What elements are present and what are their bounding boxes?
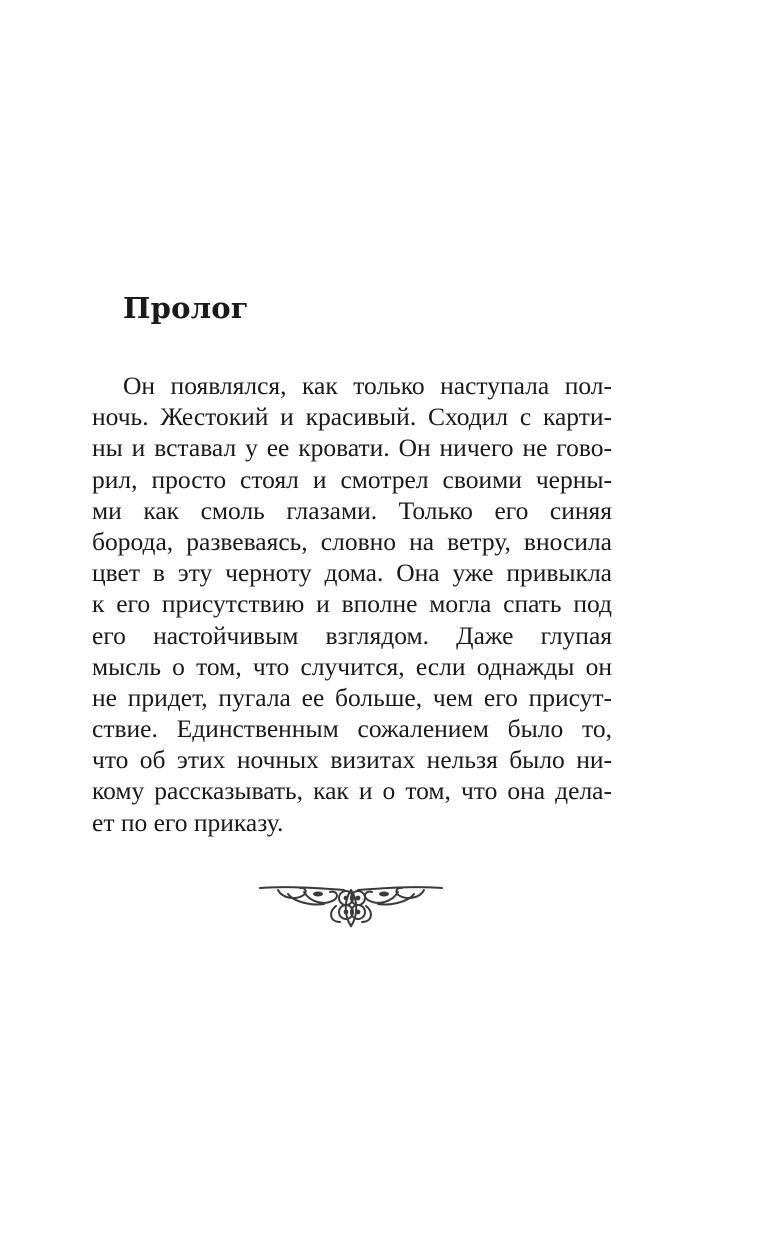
chapter-body	[92, 370, 612, 838]
text-line: цвет в эту черноту дома. Она уже привыкла	[92, 558, 612, 588]
text-line: его настойчивым взглядом. Даже глупая	[92, 620, 612, 650]
text-line: кому рассказывать, как и о том, что она дела-	[92, 776, 612, 806]
text-line: рил, просто стоял и смотрел своими черны-	[92, 464, 612, 494]
text-line: к его присутствию и вполне могла спать под	[92, 589, 612, 619]
text-line: ми как смоль глазами. Только его синяя	[92, 495, 612, 525]
text-line: Он появлялся, как только наступала пол-	[123, 371, 612, 400]
text-line: не придет, пугала ее больше, чем его присут-	[92, 682, 612, 712]
text-line: что об этих ночных визитах нельзя было ни-	[92, 745, 612, 775]
flourish-divider-icon	[258, 876, 444, 932]
text-line: мысль о том, что случится, если однажды он	[92, 651, 612, 681]
text-line: ночь. Жестокий и красивый. Сходил с карти-	[92, 402, 612, 432]
text-line: борода, развеваясь, словно на ветру, вносила	[92, 526, 612, 556]
text-line: ствие. Единственным сожалением было то,	[92, 714, 612, 744]
text-line: ет по его приказу.	[92, 807, 284, 837]
text-line: ны и вставал у ее кровати. Он ничего не гово-	[92, 433, 612, 463]
chapter-title: Пролог	[123, 291, 249, 325]
